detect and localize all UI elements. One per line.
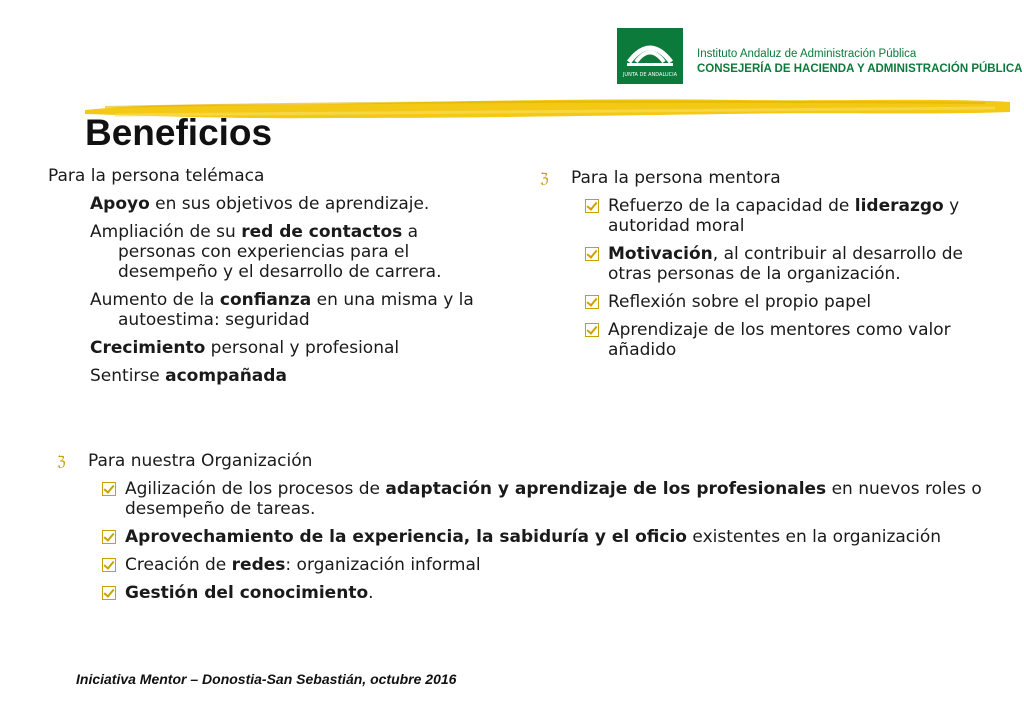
checkbox-icon [585, 295, 599, 309]
list-item: Aumento de la confianza en una misma y la autoestima: seguridad [90, 290, 474, 330]
checkbox-icon [102, 586, 116, 600]
z-bullet-icon: ℨ [57, 454, 66, 470]
list-item: Reflexión sobre el propio papel [540, 292, 980, 312]
list-item: Motivación, al contribuir al desarrollo de otras personas de la organización. [540, 244, 980, 284]
section-heading: Para la persona telémaca [48, 166, 265, 186]
list-item: Agilización de los procesos de adaptación y aprendizaje de los profesionales en nuevos roles o desempeño de tareas. [57, 479, 987, 519]
list-item: Aprovechamiento de la experiencia, la sabiduría y el oficio existentes en la organización [57, 527, 987, 547]
logo-caption: JUNTA DE ANDALUCIA [622, 72, 678, 78]
checkbox-icon [102, 558, 116, 572]
list-item: Crecimiento personal y profesional [90, 338, 400, 358]
list-item: Aprendizaje de los mentores como valor añadido [540, 320, 980, 360]
list-item: Apoyo en sus objetivos de aprendizaje. [90, 194, 430, 214]
checkbox-icon [102, 530, 116, 544]
organizacion-section [57, 451, 987, 611]
section-heading: ℨ Para la persona mentora [540, 168, 781, 188]
institute-line-2: CONSEJERÍA DE HACIENDA Y ADMINISTRACIÓN PÚBLICA [697, 63, 1023, 75]
checkbox-icon [102, 482, 116, 496]
footer-caption: Iniciativa Mentor – Donostia-San Sebastián, octubre 2016 [76, 671, 457, 687]
list-item: Ampliación de su red de contactos a personas con experiencias para el desempeño y el desarrollo de carrera. [90, 222, 442, 282]
list-item: Refuerzo de la capacidad de liderazgo y autoridad moral [540, 196, 980, 236]
checkbox-icon [585, 199, 599, 213]
list-item: Creación de redes: organización informal [57, 555, 987, 575]
section-heading: ℨ Para nuestra Organización [57, 451, 313, 471]
institute-line-1: Instituto Andaluz de Administración Pública [697, 48, 917, 60]
list-item: Gestión del conocimiento. [57, 583, 987, 603]
checkbox-icon [585, 247, 599, 261]
institute-name [697, 47, 1022, 77]
list-item: Sentirse acompañada [90, 366, 287, 386]
junta-andalucia-logo [617, 28, 683, 84]
page-title: Beneficios [85, 112, 273, 153]
checkbox-icon [585, 323, 599, 337]
z-bullet-icon: ℨ [540, 171, 549, 187]
mentora-section [540, 168, 980, 368]
telemaca-section [48, 166, 498, 394]
